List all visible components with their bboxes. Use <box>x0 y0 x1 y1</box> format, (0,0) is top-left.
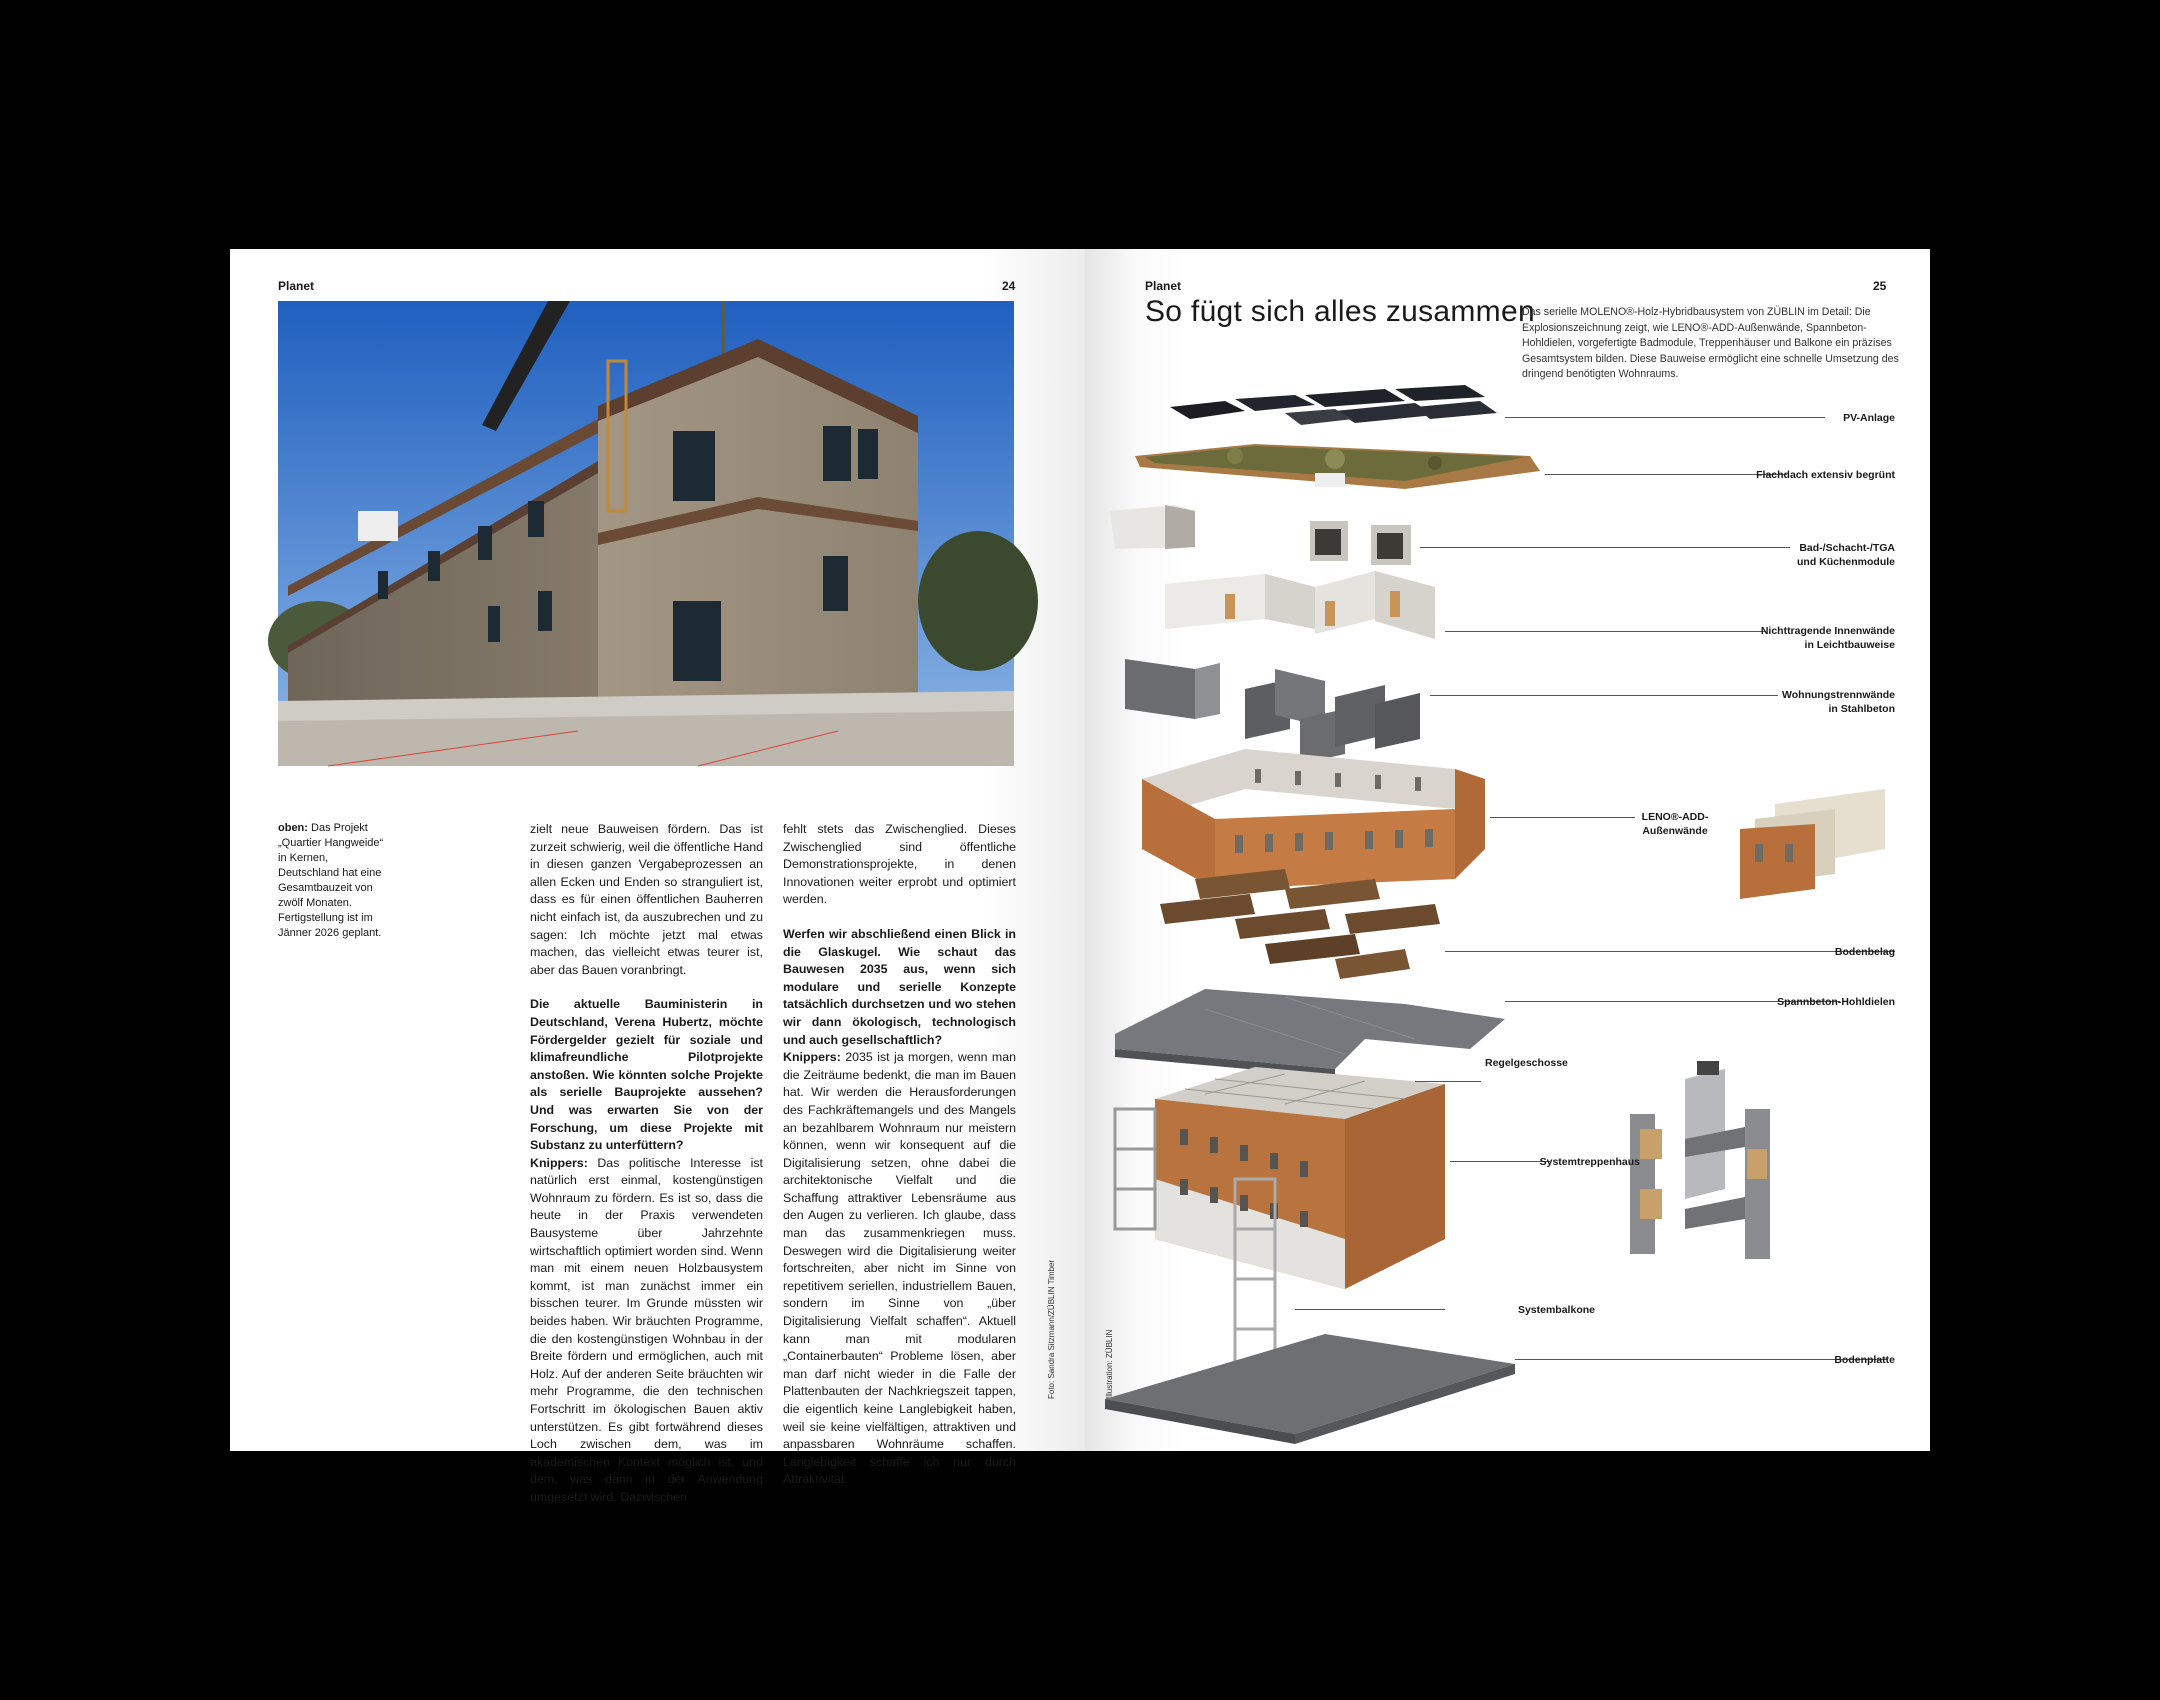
hollow-core-slabs <box>1115 989 1505 1077</box>
left-page <box>230 249 1085 1504</box>
floor-covering <box>1160 869 1440 979</box>
page-number: 24 <box>1002 279 1016 293</box>
intro-text: Das serielle MOLENO®-Holz-Hybridbausystem von ZÜBLIN im Detail: Die Explosionszeichnung zeigt, wie LENO®-ADD-Außenwände, Spannbeton-Hohldielen, vorgefertigte Badmodule, Treppenhäuser und Balkone ein präzises Gesamtsystem bilden. Diese Bauweise ermöglicht eine schnelle Umsetzung des dringend benötigten Wohnraums. <box>1522 306 1899 380</box>
section-label: Planet <box>1145 279 1182 293</box>
label-balconies: Systembalkone <box>1517 1304 1595 1316</box>
building-block <box>1115 1067 1445 1379</box>
photo-caption <box>278 821 388 941</box>
base-slab <box>1105 1334 1515 1444</box>
label-floor-covering: Bodenbelag <box>1834 946 1895 958</box>
label-line: in Stahlbeton <box>1828 703 1895 715</box>
label-hollow-core-slabs: Spannbeton-Hohldielen <box>1777 996 1895 1008</box>
label-line: in Leichtbauweise <box>1804 639 1895 651</box>
label-line: Außenwände <box>1642 825 1708 837</box>
paragraph: zielt neue Bauweisen fördern. Das ist zurzeit schwierig, weil die öffentliche Hand in diesen ganzen Vergabeprozessen an allen Ecken und Enden so stranguliert ist, dass es für einen öffentlichen Bauherren nicht einfach ist, da auszubrechen und zu sagen: Ich möchte jetzt mal etwas machen, das vielleicht etwas teurer ist, aber das Bauen voranbringt. <box>530 822 763 977</box>
page-number: 25 <box>1873 279 1887 293</box>
label-pv: PV-Anlage <box>1843 412 1895 424</box>
caption-text: Das Projekt „Quartier Hangweide“ in Kernen, Deutschland hat eine Gesamtbauzeit von zwölf Monaten. Fertigstellung ist im Jänner 2026 geplant. <box>278 822 384 939</box>
leader-line <box>1415 1081 1481 1082</box>
label-line: Nichttragende Innenwände <box>1760 625 1895 637</box>
paragraph: fehlt stets das Zwischenglied. Dieses Zwischenglied sind öffentliche Demonstrationsprojekte, in denen Innovationen weiter erprobt und optimiert werden. <box>783 822 1016 907</box>
right-page <box>1085 249 1930 1451</box>
text-column-2 <box>783 821 1016 1489</box>
internal-walls <box>1165 571 1435 639</box>
label-line: Bad-/Schacht-/TGA <box>1799 542 1895 554</box>
label-line: Wohnungstrennwände <box>1782 689 1895 701</box>
label-party-walls <box>1685 688 1895 716</box>
label-standard-floors: Regelgeschosse <box>1485 1057 1568 1069</box>
concrete-walls <box>1125 659 1420 764</box>
speaker-name: Knippers: <box>530 1155 588 1170</box>
page-title: So fügt sich alles zusammen <box>1145 295 1535 328</box>
interview-answer: 2035 ist ja morgen, wenn man die Zeiträume bedenkt, die man im Bauen hat. Wir werden die Herausforderungen des Fachkräftemangels und des Mangels an bezahlbarem Wohnraum nur meistern können, wenn wir konsequent auf die Digitalisierung setzen, ohne dabei die architektonische Vielfalt und die Schaffung attraktiver Lebensräume aus den Augen zu verlieren. Ich glaube, dass man das zusammenkriegen muss. Deswegen wird die Digitalisierung weiter fortschreiten, aber nicht im Sinne von repetitivem seriellen, industriellem Bauen, sondern im Sinne von „über Digitalisierung Vielfalt schaffen“. Aktuell kann man mit modularen „Containerbauten“ Probleme lösen, aber man darf nicht wieder in die Falle der Plattenbauten der Nachkriegszeit tappen, die eigentlich keine Langlebigkeit haben, weil sie keine vielfältigen, attraktiven und anpassbaren Wohnräume schaffen. Langlebigkeit schaffe ich nur durch Attraktivität. <box>783 1050 1016 1487</box>
text-column-1 <box>530 821 763 1507</box>
interview-question: Werfen wir abschließend einen Blick in die Glaskugel. Wie schaut das Bauwesen 2035 aus, wenn sich modulare und serielle Konzepte tatsächlich durchsetzen und wo stehen wir dann ökologisch, technologisch und auch gesellschaftlich? <box>783 926 1016 1047</box>
leader-line <box>1295 1309 1445 1310</box>
label-exterior-walls <box>1635 810 1715 838</box>
interview-answer: Das politische Interesse ist natürlich erst einmal, kostengünstigen Wohnraum zu fördern. Es ist so, dass die heute in der Praxis verwendeten Bausysteme über Jahrzehnte wirtschaftlich optimiert worden sind. Wenn man mit einem neuen Holzbausystem kommt, ist man zunächst immer ein bisschen teurer. Im Grunde müssten wir beides haben. Wir bräuchten Programme, die den kostengünstigen Wohnbau in der Breite fördern und ermöglichen, auch mit Holz. Auf der anderen Seite bräuchten wir mehr Programme, die den technischen Fortschritt im ökologischen Bauen aktiv unterstützen. Es gibt fortwährend dieses Loch zwischen dem, was im akademischen Kontext möglich ist, und dem, was dann in der Anwendung umgesetzt wird. Dazwischen <box>530 1155 763 1504</box>
label-stair-system: Systemtreppenhaus <box>1539 1156 1640 1168</box>
label-base-slab: Bodenplatte <box>1834 1354 1895 1366</box>
caption-bold: oben: <box>278 822 308 834</box>
interview-question: Die aktuelle Bauministerin in Deutschland, Verena Hubertz, möchte Fördergelder gezielt für soziale und klimafreundliche Pilotprojekte anstoßen. Wie könnten solche Projekte als serielle Bauprojekte aussehen? Und was erwarten Sie von der Forschung, um diese Projekte mit Substanz zu unterfüttern? <box>530 997 763 1153</box>
label-line: LENO®-ADD- <box>1641 811 1709 823</box>
stair-core-detail <box>1630 1061 1770 1259</box>
exploded-diagram <box>1085 249 1930 1451</box>
label-internal-walls <box>1685 624 1895 652</box>
bathroom-modules <box>1110 505 1411 565</box>
pv-layer <box>1170 385 1497 425</box>
green-roof-layer <box>1135 444 1540 489</box>
photo-credit: Foto: Sandra Sitzmann/ZÜBLIN Timber <box>1047 1259 1056 1399</box>
section-label: Planet <box>278 279 315 293</box>
illustration-credit: Illustration: ZÜBLIN <box>1105 1329 1114 1399</box>
speaker-name: Knippers: <box>783 1050 841 1065</box>
label-line: und Küchenmodule <box>1797 556 1895 568</box>
label-green-roof: Flachdach extensiv begrünt <box>1756 469 1895 481</box>
label-bathroom-modules <box>1685 541 1895 569</box>
building-photo <box>278 301 1014 766</box>
leader-line <box>1490 817 1635 818</box>
